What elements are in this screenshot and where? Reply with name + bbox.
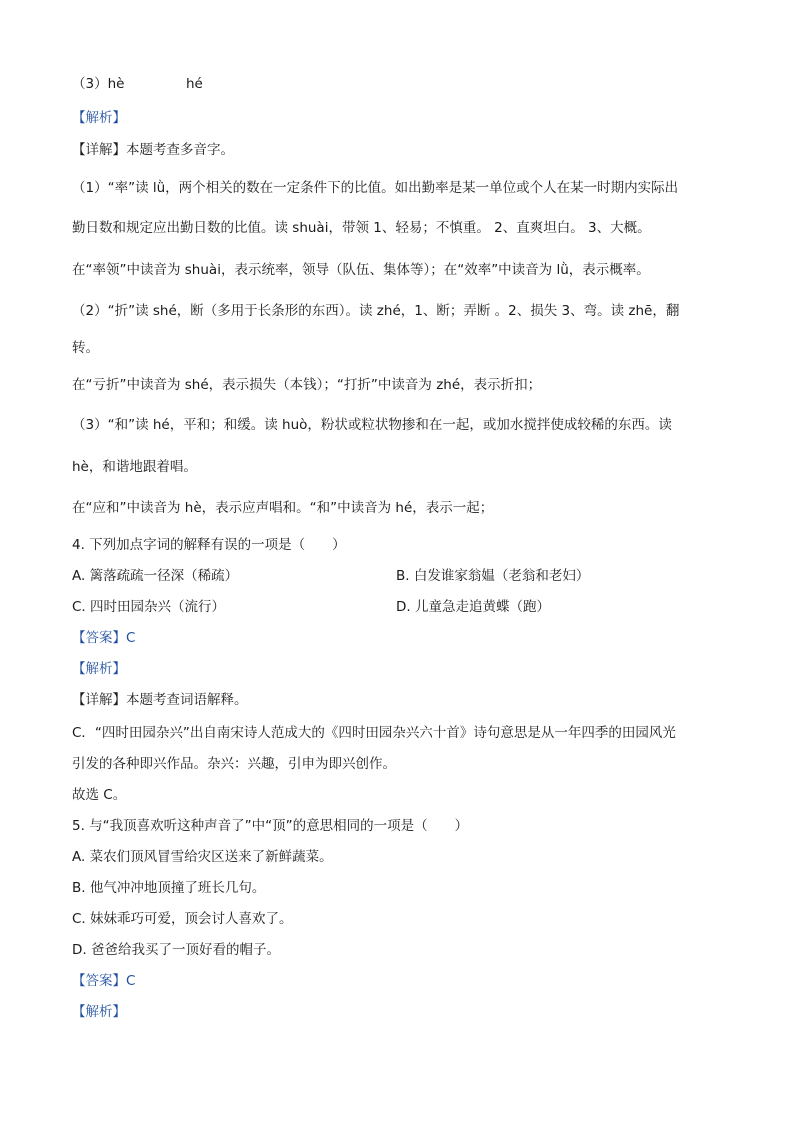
q3-para2-line1: （2）“折”读 shé，断（多用于长条形的东西）。读 zhé，1、断；弄断 。2、损失 3、弯。读 zhē，翻	[72, 303, 680, 319]
q5-option-a: A. 菜农们顶风冒雪给灾区送来了新鲜蔬菜。	[72, 849, 333, 865]
q5-option-c: C. 妹妹乖巧可爱，顶会讨人喜欢了。	[72, 911, 293, 927]
q3-para3-line1: （3）“和”读 hé，平和；和缓。读 huò，粉状或粒状物掺和在一起，或加水搅拌使成较稀的东西。读	[72, 417, 672, 433]
q5-option-d: D. 爸爸给我买了一顶好看的帽子。	[72, 942, 280, 958]
q3-answer-line	[72, 74, 203, 94]
q5-answer: 【答案】C	[72, 973, 136, 989]
q4-option-b: B. 白发谁家翁媪（老翁和老妇）	[396, 568, 590, 584]
q4-stem: 4. 下列加点字词的解释有误的一项是（ ）	[72, 537, 346, 553]
q3-para2-line3: 在“亏折”中读音为 shé，表示损失（本钱）；“打折”中读音为 zhé，表示折扣；	[72, 377, 542, 393]
q3-detail-heading: 【详解】本题考查多音字。	[72, 142, 234, 158]
q3-answer-second: hé	[186, 76, 203, 92]
q3-para2-line2: 转。	[72, 340, 99, 356]
q3-para1-line1: （1）“率”读 lǜ，两个相关的数在一定条件下的比值。如出勤率是某一单位或个人在某一时期内实际出	[72, 180, 679, 196]
q4-conclusion: 故选 C。	[72, 787, 127, 803]
q4-explanation-line2: 引发的各种即兴作品。杂兴：兴趣，引申为即兴创作。	[72, 756, 396, 772]
q4-explanation-line1: C．“四时田园杂兴”出自南宋诗人范成大的《四时田园杂兴六十首》诗句意思是从一年四季的田园风光	[72, 725, 676, 741]
q5-option-b: B. 他气冲冲地顶撞了班长几句。	[72, 880, 266, 896]
q3-answer-first: （3）hè	[72, 76, 125, 92]
q4-detail-heading: 【详解】本题考查词语解释。	[72, 692, 248, 708]
q4-option-c: C. 四时田园杂兴（流行）	[72, 599, 226, 615]
q3-para1-line2: 勤日数和规定应出勤日数的比值。读 shuài，带领 1、轻易；不慎重。 2、直爽坦白。 3、大概。	[72, 220, 651, 236]
q3-para3-line3: 在“应和”中读音为 hè，表示应声唱和。“和”中读音为 hé，表示一起；	[72, 500, 494, 516]
q3-para1-line3: 在“率领”中读音为 shuài，表示统率，领导（队伍、集体等）；在“效率”中读音为 lǜ，表示概率。	[72, 262, 650, 278]
q4-answer: 【答案】C	[72, 630, 136, 646]
q5-analysis-label: 【解析】	[72, 1004, 126, 1020]
q3-analysis-label: 【解析】	[72, 110, 126, 126]
q4-option-a: A. 篱落疏疏一径深（稀疏）	[72, 568, 239, 584]
q5-stem: 5. 与“我顶喜欢听这种声音了”中“顶”的意思相同的一项是（ ）	[72, 818, 469, 834]
q4-option-d: D. 儿童急走追黄蝶（跑）	[396, 599, 550, 615]
q3-para3-line2: hè，和谐地跟着唱。	[72, 459, 197, 475]
q4-analysis-label: 【解析】	[72, 661, 126, 677]
